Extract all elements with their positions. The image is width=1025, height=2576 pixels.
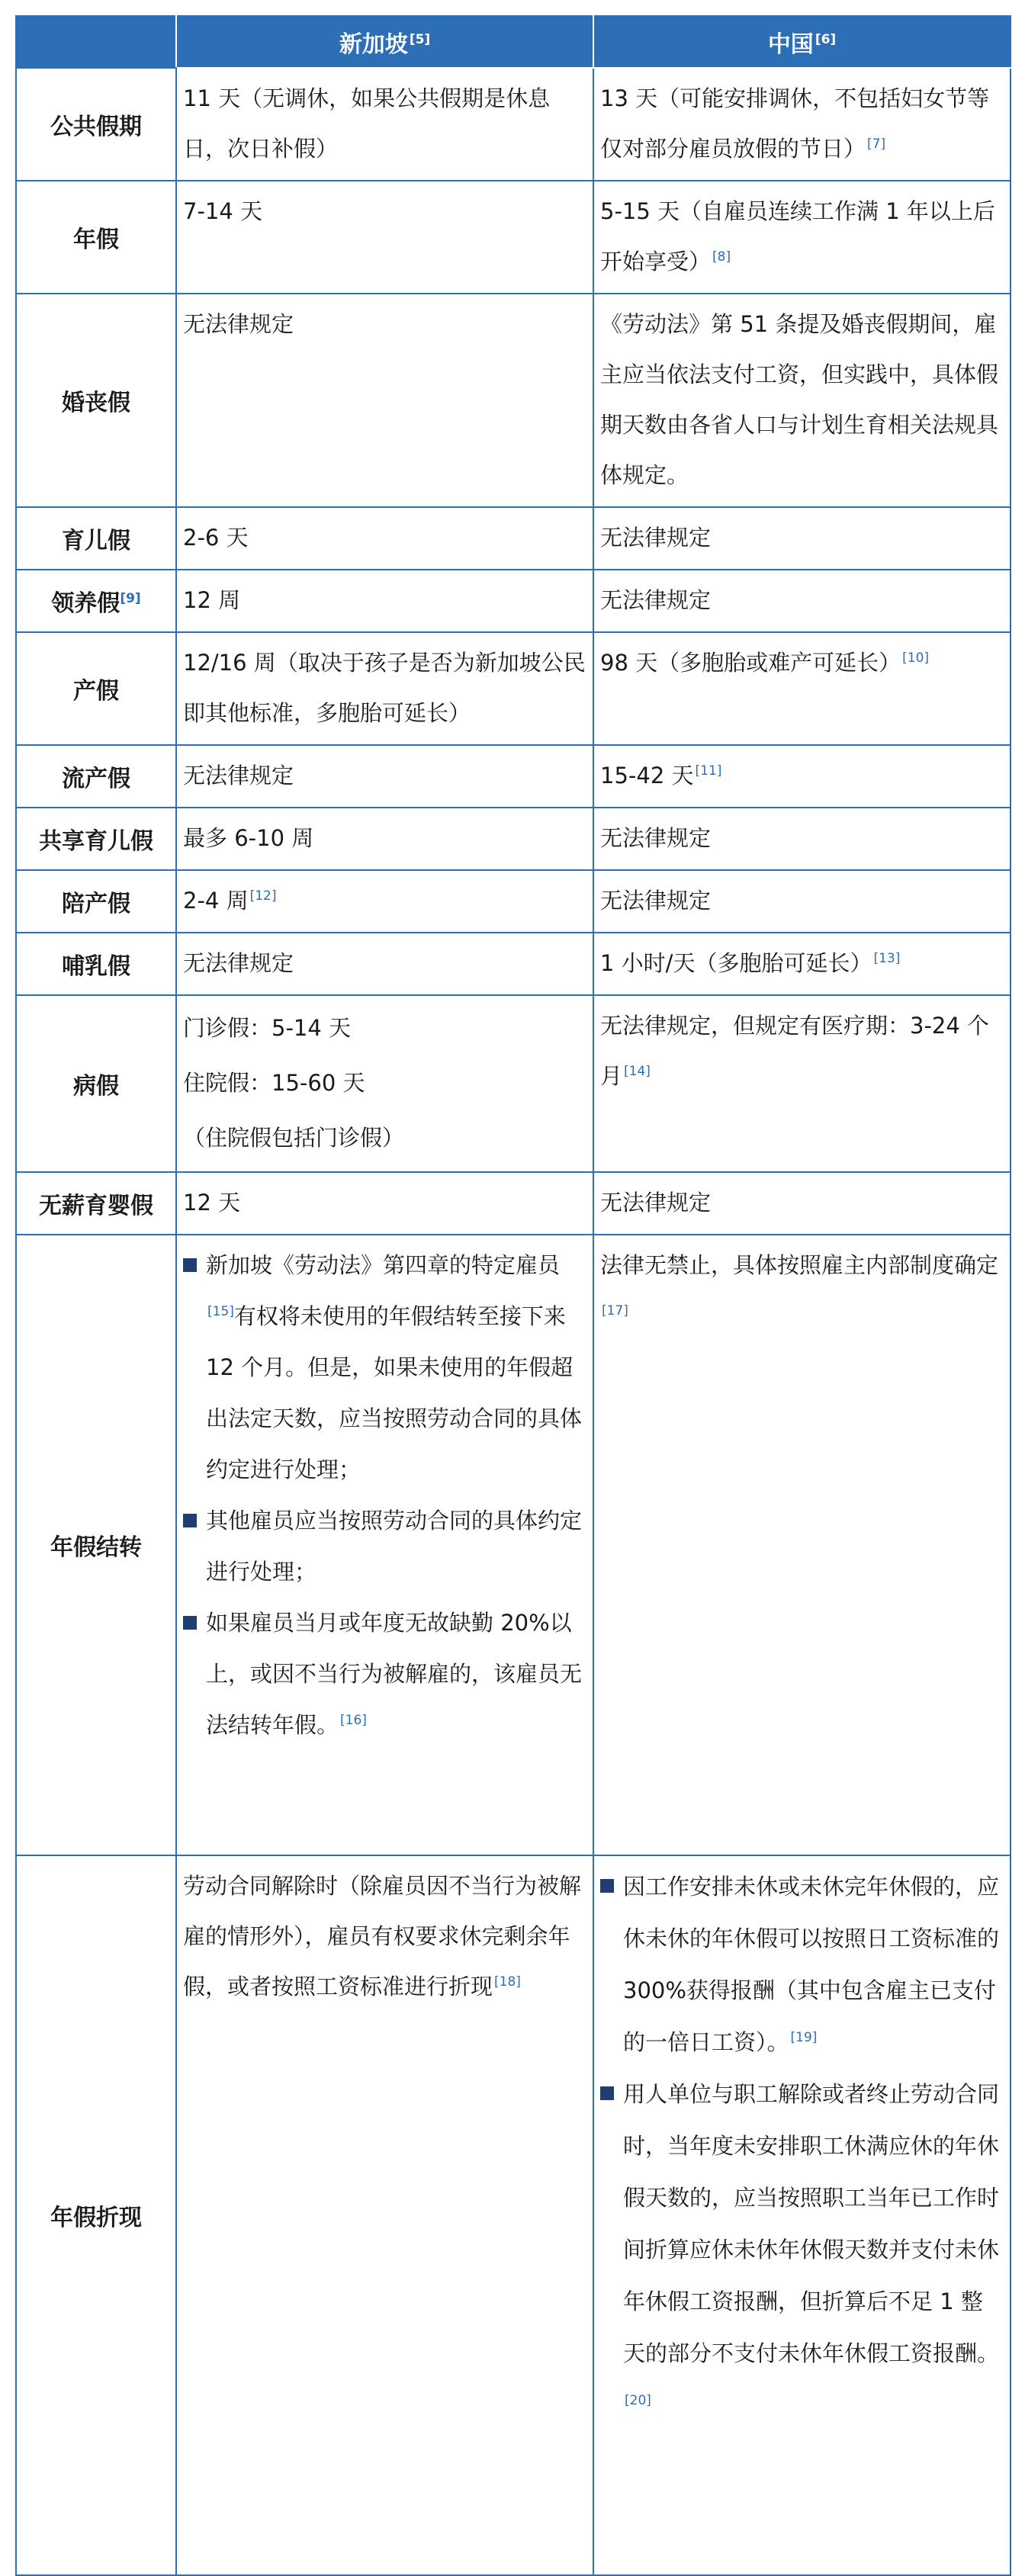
row-label: 产假 xyxy=(16,632,176,745)
ref: [12] xyxy=(249,888,277,904)
row-label: 流产假 xyxy=(16,745,176,808)
singapore-cell: 7-14 天 xyxy=(176,181,593,294)
china-cell: 无法律规定 xyxy=(593,808,1011,870)
bullet-item: 用人单位与职工解除或者终止劳动合同时，当年度未安排职工休满应休的年休假天数的，应当按照职工当年已工作时间折算应休未休年休假天数并支付未休年休假工资报酬，但折算后不足 1 整天的部分不支付未休年休假工资报酬。[20] xyxy=(600,2068,1004,2431)
ref: [16] xyxy=(340,1713,367,1729)
row-label: 公共假期 xyxy=(16,68,176,181)
ref: [20] xyxy=(625,2393,651,2409)
bullet-square-icon xyxy=(600,1879,614,1893)
china-cell: 1 小时/天（多胞胎可延长） [13] xyxy=(593,933,1011,995)
china-cell xyxy=(593,1855,1011,2575)
ref: [17] xyxy=(602,1303,628,1319)
bullet-square-icon xyxy=(183,1258,197,1272)
china-cell: 98 天（多胞胎或难产可延长） [10] xyxy=(593,632,1011,745)
china-cell: 法律无禁止，具体按照雇主内部制度确定[17] xyxy=(593,1235,1011,1855)
china-cell: 15-42 天 [11] xyxy=(593,745,1011,808)
singapore-cell: 12 天 xyxy=(176,1172,593,1235)
table-row xyxy=(16,181,1011,294)
singapore-cell: 2-4 周 [12] xyxy=(176,870,593,933)
table-row xyxy=(16,1235,1011,1855)
header-row xyxy=(16,16,1011,68)
table-row xyxy=(16,870,1011,933)
table-row xyxy=(16,294,1011,507)
row-label: 病假 xyxy=(16,995,176,1172)
singapore-cell: 12 周 xyxy=(176,570,593,632)
china-cell: 无法律规定 xyxy=(593,570,1011,632)
table-row xyxy=(16,570,1011,632)
row-label: 共享育儿假 xyxy=(16,808,176,870)
row-label: 哺乳假 xyxy=(16,933,176,995)
singapore-cell: 12/16 周（取决于孩子是否为新加坡公民即其他标准，多胞胎可延长） xyxy=(176,632,593,745)
row-label: 无薪育婴假 xyxy=(16,1172,176,1235)
singapore-cell xyxy=(176,995,593,1172)
ref: [15] xyxy=(207,1304,234,1320)
table-row xyxy=(16,507,1011,570)
table-row xyxy=(16,745,1011,808)
china-cell: 无法律规定 xyxy=(593,1172,1011,1235)
singapore-cell: 无法律规定 xyxy=(176,933,593,995)
bullet-square-icon xyxy=(600,2086,614,2100)
row-label: 年假 xyxy=(16,181,176,294)
ref: [13] xyxy=(873,951,901,967)
row-label: 领养假[9] xyxy=(16,570,176,632)
bullet-square-icon xyxy=(183,1514,197,1527)
singapore-cell: 无法律规定 xyxy=(176,294,593,507)
singapore-cell: 劳动合同解除时（除雇员因不当行为被解雇的情形外），雇员有权要求休完剩余年假，或者按照工资标准进行折现 [18] xyxy=(176,1855,593,2575)
row-label: 年假结转 xyxy=(16,1235,176,1855)
inpatient-line: 住院假：15-60 天 xyxy=(183,1070,365,1096)
table-row xyxy=(16,632,1011,745)
ref: [11] xyxy=(695,763,722,779)
row-label: 年假折现 xyxy=(16,1855,176,2575)
ref: [19] xyxy=(790,2030,818,2046)
china-cell: 无法律规定 xyxy=(593,870,1011,933)
ref: [6] xyxy=(815,32,837,47)
table-row xyxy=(16,808,1011,870)
bullet-item: 其他雇员应当按照劳动合同的具体约定进行处理； xyxy=(183,1495,586,1598)
header-corner xyxy=(16,16,176,68)
row-label: 陪产假 xyxy=(16,870,176,933)
leave-comparison-table xyxy=(15,15,1011,2576)
china-cell: 13 天（可能安排调休，不包括妇女节等仅对部分雇员放假的节日） [7] xyxy=(593,68,1011,181)
bullet-square-icon xyxy=(183,1616,197,1630)
ref: [8] xyxy=(712,249,731,265)
china-cell: 《劳动法》第 51 条提及婚丧假期间，雇主应当依法支付工资，但实践中，具体假期天数由各省人口与计划生育相关法规具体规定。 xyxy=(593,294,1011,507)
singapore-cell: 最多 6-10 周 xyxy=(176,808,593,870)
table-row xyxy=(16,68,1011,181)
ref: [7] xyxy=(867,137,886,153)
ref: [5] xyxy=(409,32,431,47)
ref: [14] xyxy=(624,1064,651,1080)
ref: [9] xyxy=(120,591,141,606)
header-china: 中国 [6] xyxy=(593,16,1011,68)
inpatient-note: （住院假包括门诊假） xyxy=(183,1125,405,1151)
singapore-cell: 2-6 天 xyxy=(176,507,593,570)
china-cell: 无法律规定 xyxy=(593,507,1011,570)
singapore-cell: 无法律规定 xyxy=(176,745,593,808)
row-label: 育儿假 xyxy=(16,507,176,570)
ref: [10] xyxy=(902,650,930,666)
table-row xyxy=(16,1855,1011,2575)
outpatient-line: 门诊假：5-14 天 xyxy=(183,1015,352,1041)
table-row xyxy=(16,1172,1011,1235)
china-cell: 无法律规定，但规定有医疗期：3-24 个月 [14] xyxy=(593,995,1011,1172)
row-label: 婚丧假 xyxy=(16,294,176,507)
china-cell: 5-15 天（自雇员连续工作满 1 年以上后开始享受） [8] xyxy=(593,181,1011,294)
header-singapore: 新加坡 [5] xyxy=(176,16,593,68)
singapore-cell: 11 天（无调休，如果公共假期是休息日，次日补假） xyxy=(176,68,593,181)
bullet-item: 因工作安排未休或未休完年休假的，应休未休的年休假可以按照日工资标准的 300%获得报酬（其中包含雇主已支付的一倍日工资）。 [19] xyxy=(600,1861,1004,2068)
singapore-cell xyxy=(176,1235,593,1855)
ref: [18] xyxy=(494,1974,521,1990)
bullet-item: 如果雇员当月或年度无故缺勤 20%以上，或因不当行为被解雇的，该雇员无法结转年假。 [16] xyxy=(183,1598,586,1751)
table-row xyxy=(16,933,1011,995)
bullet-item: 新加坡《劳动法》第四章的特定雇员[15]有权将未使用的年假结转至接下来 12 个月。但是，如果未使用的年假超出法定天数，应当按照劳动合同的具体约定进行处理； xyxy=(183,1240,586,1495)
table-row xyxy=(16,995,1011,1172)
